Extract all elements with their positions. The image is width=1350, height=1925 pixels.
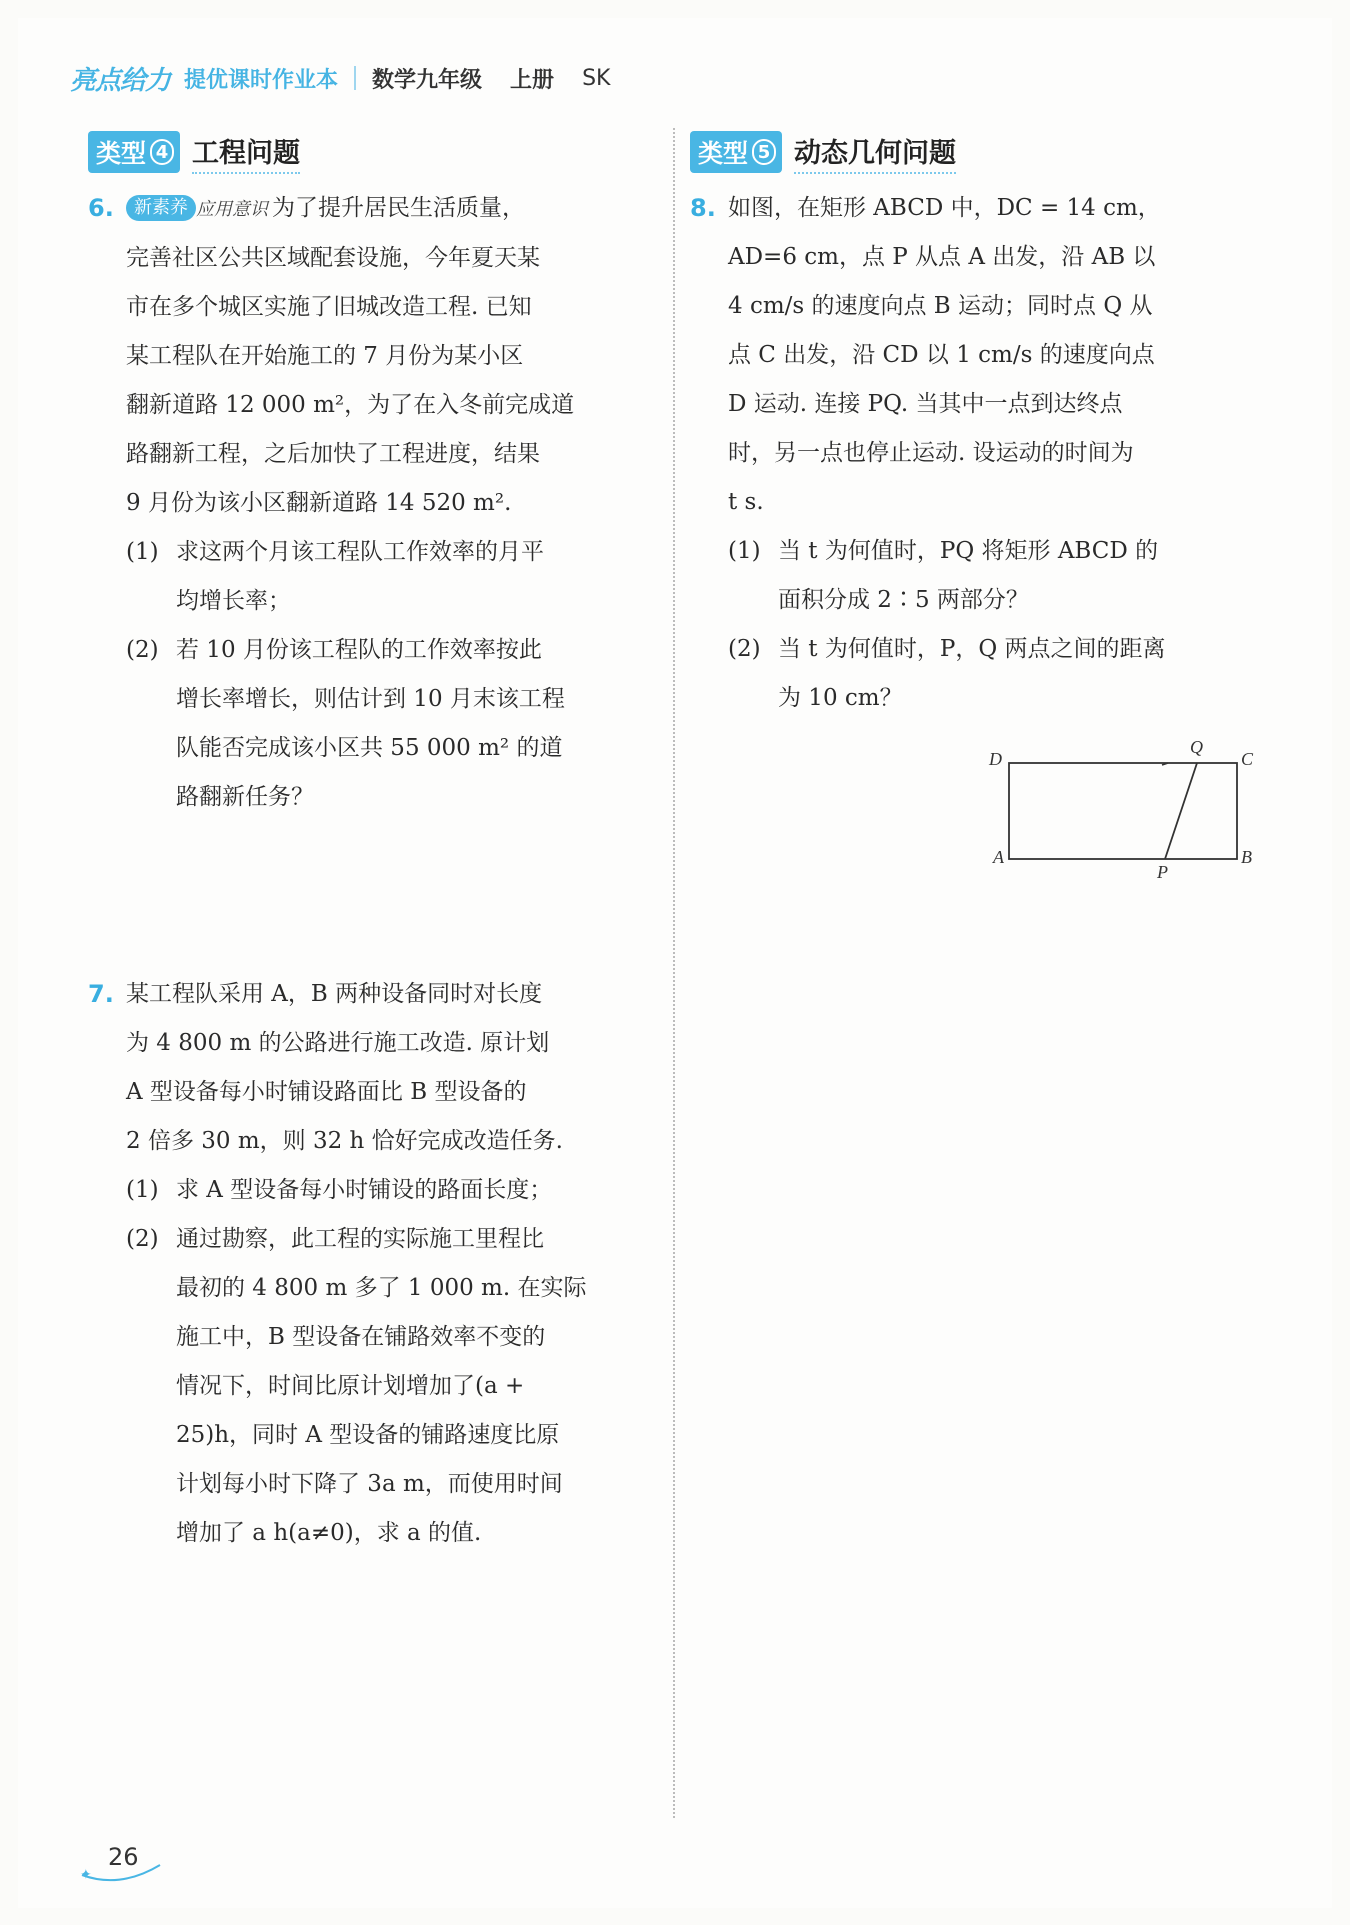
problem-line: 完善社区公共区域配套设施，今年夏天某 [126, 245, 540, 271]
subquestion-line: 增长率增长，则估计到 10 月末该工程 [176, 686, 565, 712]
book-subtitle: 提优课时作业本 [184, 67, 339, 93]
subquestion-number: (1) [126, 539, 159, 565]
type-number: 5 [752, 139, 776, 165]
subquestion-line: 求 A 型设备每小时铺设的路面长度； [176, 1177, 553, 1203]
segment-pq [1165, 763, 1197, 859]
problem-7 [88, 970, 653, 1558]
subquestion-number: (1) [126, 1177, 159, 1203]
subquestion-line: 最初的 4 800 m 多了 1 000 m. 在实际 [176, 1275, 587, 1301]
problem-line: 9 月份为该小区翻新道路 14 520 m². [126, 490, 512, 516]
type-label: 类型 [698, 139, 749, 168]
type-heading [88, 130, 653, 174]
problem-number: 6. [88, 194, 114, 222]
label-p: P [1157, 862, 1168, 882]
problem-line: 为 4 800 m 的公路进行施工改造. 原计划 [126, 1030, 550, 1056]
label-q: Q [1190, 737, 1203, 757]
brand-logo: 亮点给力 [70, 65, 171, 96]
subquestion-line: 施工中，B 型设备在铺路效率不变的 [176, 1324, 546, 1350]
literacy-badge: 新素养 [126, 195, 196, 221]
problem-line: 点 C 出发，沿 CD 以 1 cm/s 的速度向点 [728, 342, 1155, 368]
subquestion-line: 队能否完成该小区共 55 000 m² 的道 [176, 735, 563, 761]
subquestion-line: 增加了 a h(a≠0)，求 a 的值. [176, 1520, 482, 1546]
problem-line: A 型设备每小时铺设路面比 B 型设备的 [126, 1079, 527, 1105]
problem-line: 市在多个城区实施了旧城改造工程. 已知 [126, 294, 532, 320]
problem-line: 翻新道路 12 000 m²，为了在入冬前完成道 [126, 392, 575, 418]
header-edition: SK [582, 65, 611, 91]
literacy-badge-text: 应用意识 [196, 199, 268, 220]
type-number: 4 [150, 139, 174, 165]
problem-line: 4 cm/s 的速度向点 B 运动；同时点 Q 从 [728, 293, 1153, 319]
problem-line: 路翻新工程，之后加快了工程进度，结果 [126, 441, 540, 467]
label-c: C [1241, 749, 1254, 769]
left-column [88, 130, 653, 1558]
page-header [70, 58, 638, 98]
subquestion-number: (2) [126, 1226, 159, 1252]
subquestion-line: 均增长率； [176, 588, 291, 614]
subquestion-2 [126, 626, 653, 822]
subquestion-line: 25)h，同时 A 型设备的铺路速度比原 [176, 1422, 560, 1448]
header-subject: 数学九年级 [372, 67, 483, 93]
rectangle-abcd [1009, 763, 1237, 859]
subquestion-line: 情况下，时间比原计划增加了(a + [176, 1373, 525, 1399]
subquestion-2 [126, 1215, 653, 1558]
problem-number: 7. [88, 980, 114, 1008]
problem-line: 某工程队在开始施工的 7 月份为某小区 [126, 343, 524, 369]
page-number: 26 [108, 1843, 139, 1871]
problem-line: 某工程队采用 A，B 两种设备同时对长度 [126, 981, 543, 1007]
problem-line: 时，另一点也停止运动. 设运动的时间为 [728, 440, 1134, 466]
type-badge [690, 131, 782, 173]
subquestion-number: (1) [728, 538, 761, 564]
header-divider [354, 66, 356, 90]
problem-line: D 运动. 连接 PQ. 当其中一点到达终点 [728, 391, 1123, 417]
problem-6 [88, 184, 653, 822]
right-column [690, 130, 1260, 723]
label-d: D [989, 749, 1002, 769]
subquestion-1 [728, 527, 1260, 625]
label-b: B [1241, 847, 1252, 867]
subquestion-line: 当 t 为何值时，P，Q 两点之间的距离 [778, 636, 1166, 662]
problem-number: 8. [690, 194, 716, 222]
problem-line: 如图，在矩形 ABCD 中，DC = 14 cm， [728, 195, 1161, 221]
subquestion-line: 为 10 cm？ [778, 685, 903, 711]
problem-8 [690, 184, 1260, 723]
subquestion-line: 计划每小时下降了 3a m，而使用时间 [176, 1471, 563, 1497]
subquestion-line: 通过勘察，此工程的实际施工里程比 [176, 1226, 544, 1252]
column-divider [673, 128, 675, 1818]
problem-line: t s. [728, 489, 764, 515]
subquestion-line: 若 10 月份该工程队的工作效率按此 [176, 637, 542, 663]
subquestion-line: 面积分成 2∶5 两部分？ [778, 587, 1029, 613]
type-title: 动态几何问题 [794, 131, 956, 174]
type-badge [88, 131, 180, 173]
type-title: 工程问题 [192, 131, 300, 174]
header-volume: 上册 [510, 67, 555, 93]
type-label: 类型 [96, 139, 147, 168]
problem-line: 为了提升居民生活质量， [272, 195, 525, 221]
rectangle-figure [985, 735, 1265, 885]
problem-line: AD=6 cm，点 P 从点 A 出发，沿 AB 以 [728, 244, 1156, 270]
subquestion-line: 路翻新任务？ [176, 784, 314, 810]
subquestion-2 [728, 625, 1260, 723]
subquestion-number: (2) [126, 637, 159, 663]
subquestion-number: (2) [728, 636, 761, 662]
subquestion-1 [126, 528, 653, 626]
type-heading [690, 130, 1260, 174]
subquestion-line: 求这两个月该工程队工作效率的月平 [176, 539, 544, 565]
label-a: A [993, 847, 1004, 867]
subquestion-line: 当 t 为何值时，PQ 将矩形 ABCD 的 [778, 538, 1159, 564]
svg-text:✦: ✦ [80, 1867, 92, 1883]
problem-line: 2 倍多 30 m，则 32 h 恰好完成改造任务. [126, 1128, 563, 1154]
subquestion-1 [126, 1166, 653, 1215]
